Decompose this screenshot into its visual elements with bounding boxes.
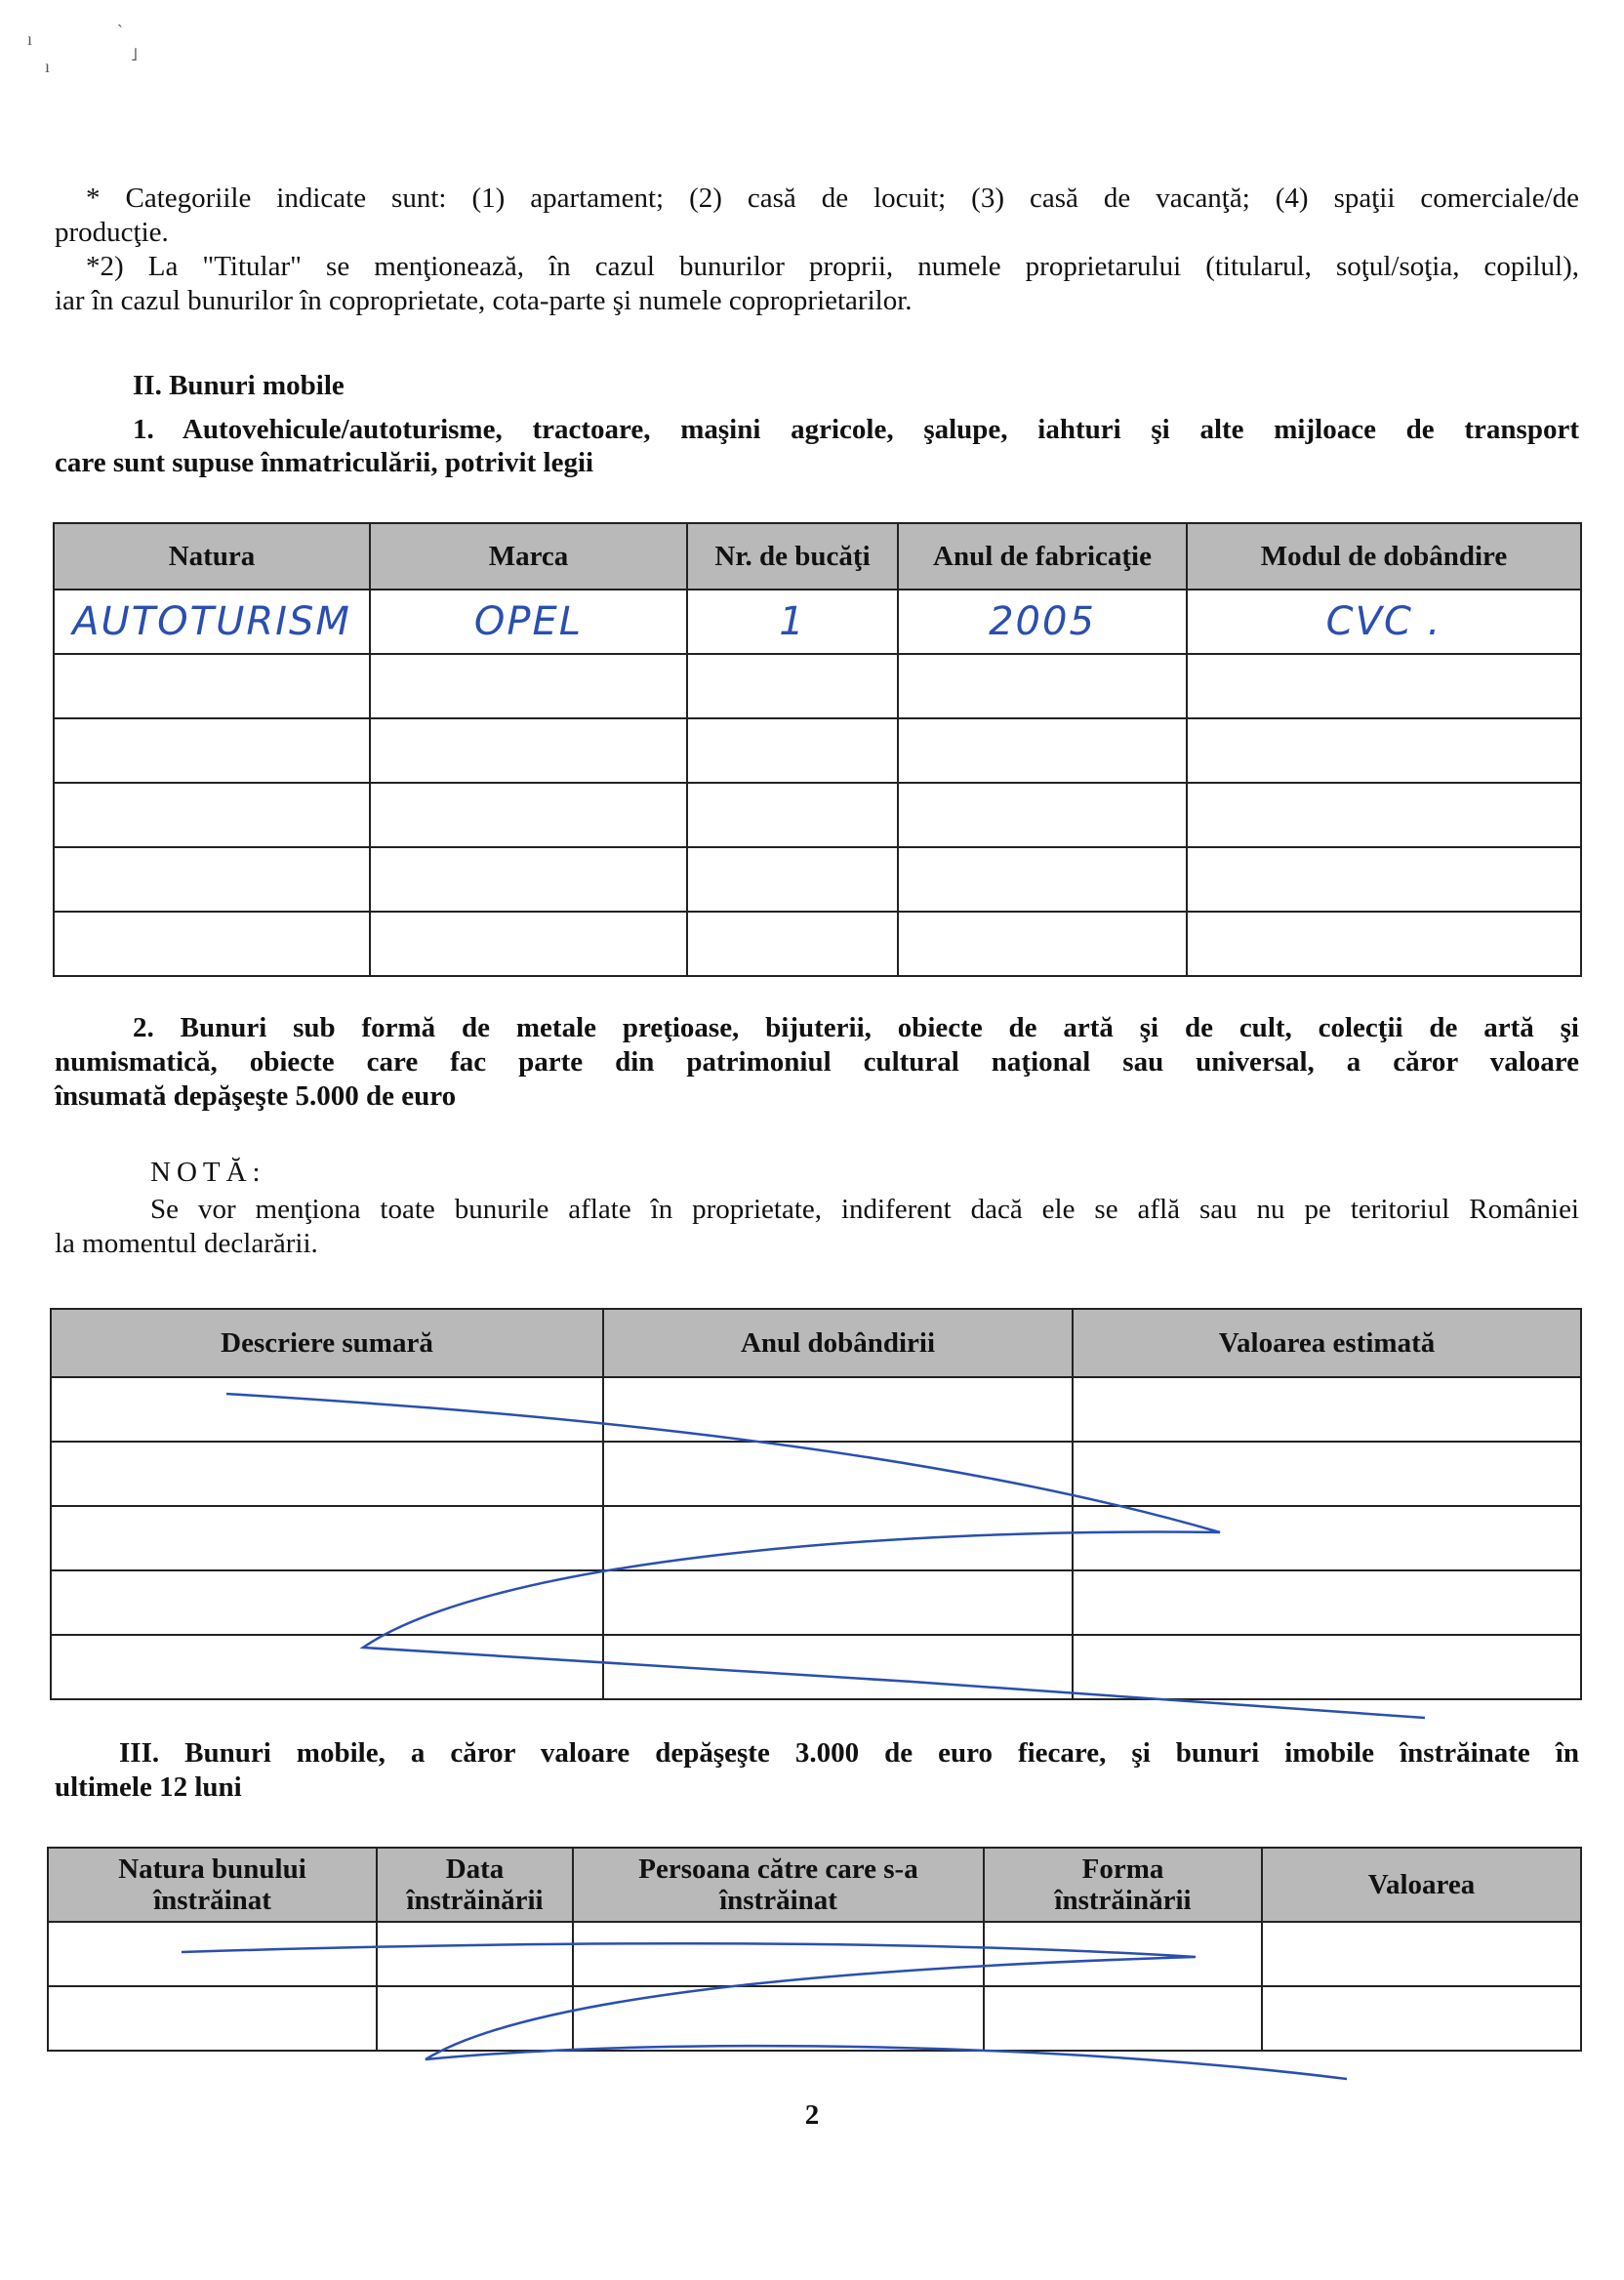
table-row <box>51 1570 1581 1635</box>
table-cell <box>48 1922 377 1986</box>
cell-anul-fabricatie: 2005 <box>898 590 1187 654</box>
header-line: Natura bunului <box>118 1853 306 1885</box>
col-header-persoana <box>573 1848 984 1922</box>
table-cell <box>1073 1635 1581 1699</box>
col-header-valoarea <box>1262 1848 1581 1922</box>
header-line: înstrăinării <box>1054 1885 1192 1916</box>
page-number: 2 <box>804 2099 820 2131</box>
table-cell <box>1073 1506 1581 1570</box>
footnote-titular-cont: iar în cazul bunurilor în coproprietate, cota-parte şi numele coproprietarilor. <box>55 285 913 316</box>
nota-label: NOTĂ: <box>150 1157 266 1188</box>
header-line: Valoarea <box>1367 1869 1476 1900</box>
col-header-anul-fabricatie: Anul de fabricaţie <box>898 523 1187 590</box>
table-cell <box>687 912 898 976</box>
table-cell <box>1187 847 1581 912</box>
table-row <box>54 590 1581 654</box>
table-cell <box>377 1986 573 2051</box>
table-cell <box>687 654 898 718</box>
footnote-titular: *2) La "Titular" se menţionează, în cazul bunurilor proprii, numele proprietarului (titularul, soţul/soţia, copilul), <box>86 251 1579 282</box>
vehicles-table <box>53 522 1582 977</box>
table-row <box>54 718 1581 783</box>
cell-nr-bucati: 1 <box>687 590 898 654</box>
table-header-row <box>51 1309 1581 1377</box>
col-header-forma-instrainarii <box>984 1848 1262 1922</box>
header-line: înstrăinat <box>153 1885 271 1916</box>
table-cell <box>370 783 687 847</box>
table-cell <box>1073 1377 1581 1442</box>
table-cell <box>1187 783 1581 847</box>
table-cell <box>984 1922 1262 1986</box>
table-cell <box>51 1506 603 1570</box>
nota-text-cont: la momentul declarării. <box>55 1228 318 1259</box>
table-cell <box>898 783 1187 847</box>
col-header-valoarea-estimata: Valoarea estimată <box>1073 1309 1581 1377</box>
col-header-modul-dobandire: Modul de dobândire <box>1187 523 1581 590</box>
header-line: Forma <box>1081 1853 1164 1885</box>
table-cell <box>898 654 1187 718</box>
table-cell <box>687 847 898 912</box>
table-row <box>51 1635 1581 1699</box>
table-row <box>54 783 1581 847</box>
subsection-2-title: 2. Bunuri sub formă de metale preţioase, bijuterii, obiecte de artă şi de cult, colecţii de artă şi <box>133 1012 1579 1043</box>
table-cell <box>1187 654 1581 718</box>
table-cell <box>898 847 1187 912</box>
table-cell <box>370 912 687 976</box>
col-header-descriere: Descriere sumară <box>51 1309 603 1377</box>
table-header-row <box>48 1848 1581 1922</box>
table-cell <box>1262 1986 1581 2051</box>
table-cell <box>54 718 370 783</box>
section-title-bunuri-mobile: II. Bunuri mobile <box>133 370 345 401</box>
nota-text: Se vor menţiona toate bunurile aflate în proprietate, indiferent dacă ele se află sau nu pe teritoriul României <box>150 1194 1579 1225</box>
scan-mark: ˋ <box>117 21 123 41</box>
table-cell <box>687 718 898 783</box>
table-cell <box>51 1442 603 1506</box>
subsection-2-title-end: însumată depăşeşte 5.000 de euro <box>55 1080 457 1112</box>
footnote-categories: * Categoriile indicate sunt: (1) apartament; (2) casă de locuit; (3) casă de vacanţă; (4) spaţii comerciale/de <box>86 183 1579 214</box>
table-cell <box>51 1635 603 1699</box>
valuables-table <box>50 1308 1582 1700</box>
section-title-instrainate: III. Bunuri mobile, a căror valoare depăşeşte 3.000 de euro fiecare, şi bunuri imobile înstrăinate în <box>119 1737 1579 1769</box>
table-row <box>54 847 1581 912</box>
table-cell <box>603 1570 1073 1635</box>
col-header-anul-dobandirii: Anul dobândirii <box>603 1309 1073 1377</box>
header-line: Data <box>445 1853 505 1885</box>
table-cell <box>1262 1922 1581 1986</box>
table-cell <box>370 718 687 783</box>
table-cell <box>573 1986 984 2051</box>
table-cell <box>603 1506 1073 1570</box>
table-cell <box>1073 1442 1581 1506</box>
table-cell <box>898 912 1187 976</box>
table-row <box>51 1377 1581 1442</box>
alienated-assets-table <box>47 1847 1582 2052</box>
table-cell <box>51 1570 603 1635</box>
cell-natura: AUTOTURISM <box>54 590 370 654</box>
cell-marca: OPEL <box>370 590 687 654</box>
section-title-instrainate-cont: ultimele 12 luni <box>55 1771 242 1803</box>
table-cell <box>54 783 370 847</box>
subsection-2-title-cont: numismatică, obiecte care fac parte din patrimoniul cultural naţional sau universal, a căror valoare <box>55 1046 1579 1078</box>
table-cell <box>1073 1570 1581 1635</box>
col-header-data-instrainarii <box>377 1848 573 1922</box>
table-row <box>54 654 1581 718</box>
table-cell <box>54 654 370 718</box>
table-cell <box>54 912 370 976</box>
subsection-1-title-cont: care sunt supuse înmatriculării, potrivit legii <box>55 447 594 478</box>
col-header-nr-bucati: Nr. de bucăţi <box>687 523 898 590</box>
table-row <box>54 912 1581 976</box>
subsection-1-title: 1. Autovehicule/autoturisme, tractoare, maşini agricole, şalupe, iahturi şi alte mijloace de transport <box>133 414 1579 445</box>
table-header-row <box>54 523 1581 590</box>
scan-mark: ˩ <box>131 45 138 64</box>
col-header-marca: Marca <box>370 523 687 590</box>
table-cell <box>603 1442 1073 1506</box>
header-line: Persoana către care s-a <box>638 1853 918 1885</box>
table-cell <box>1187 718 1581 783</box>
table-cell <box>1187 912 1581 976</box>
col-header-natura: Natura <box>54 523 370 590</box>
footnote-categories-cont: producţie. <box>55 217 169 248</box>
scan-mark: ı <box>45 57 51 76</box>
table-cell <box>51 1377 603 1442</box>
table-cell <box>48 1986 377 2051</box>
col-header-natura-bunului <box>48 1848 377 1922</box>
header-line: înstrăinat <box>719 1885 837 1916</box>
table-cell <box>898 718 1187 783</box>
cell-modul-dobandire: CVC . <box>1187 590 1581 654</box>
table-cell <box>377 1922 573 1986</box>
header-line: înstrăinării <box>406 1885 544 1916</box>
table-cell <box>370 847 687 912</box>
table-row <box>51 1442 1581 1506</box>
table-cell <box>54 847 370 912</box>
table-cell <box>573 1922 984 1986</box>
table-row <box>48 1986 1581 2051</box>
table-row <box>48 1922 1581 1986</box>
table-cell <box>370 654 687 718</box>
table-cell <box>984 1986 1262 2051</box>
table-cell <box>603 1377 1073 1442</box>
table-cell <box>687 783 898 847</box>
scan-mark: ı <box>27 29 33 49</box>
table-row <box>51 1506 1581 1570</box>
table-cell <box>603 1635 1073 1699</box>
